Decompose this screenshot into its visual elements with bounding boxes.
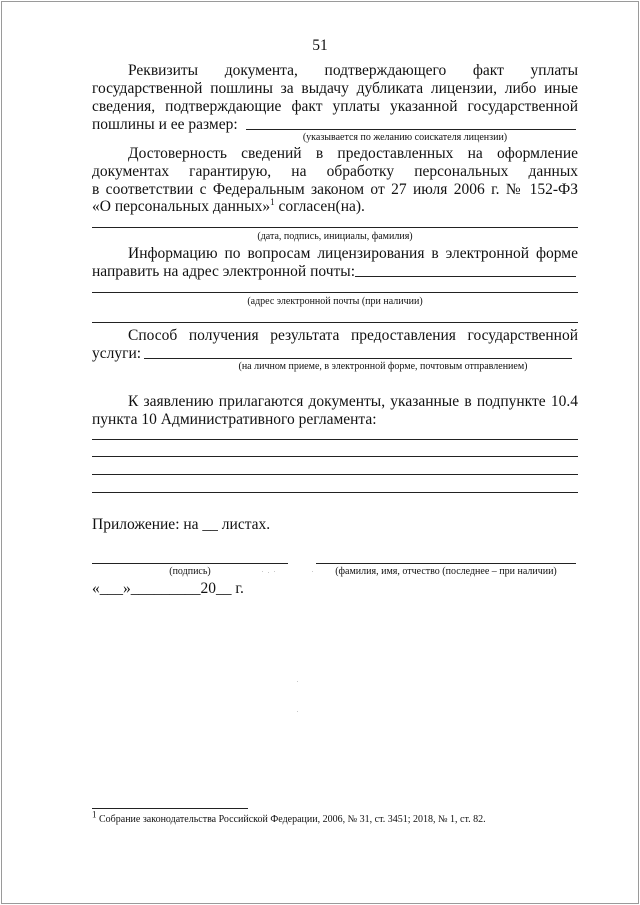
footnote-text: Собрание законодательства Российской Федерации, 2006, № 31, ст. 3451; 2018, № 1, ст. 82. bbox=[96, 814, 486, 825]
footnote-reference: 1 bbox=[270, 196, 275, 207]
consent-agree: согласен(на). bbox=[274, 198, 365, 215]
email-fill-line[interactable] bbox=[355, 276, 576, 277]
method-fill-line[interactable] bbox=[144, 358, 572, 359]
attachments-line-1: К заявлению прилагаются документы, указанные в подпункте 10.4 bbox=[128, 393, 578, 410]
method-line-1: Способ получения результата предоставления государственной bbox=[128, 327, 578, 344]
email-fill-line-2[interactable] bbox=[92, 292, 578, 293]
scan-speck bbox=[274, 571, 275, 572]
payment-line-4: пошлины и ее размер: bbox=[92, 116, 238, 133]
payment-line-2: государственной пошлины за выдачу дубликата лицензии, либо иные bbox=[92, 80, 578, 97]
full-name-caption: (фамилия, имя, отчество (последнее – при наличии) bbox=[335, 566, 557, 577]
consent-line-4 bbox=[92, 197, 365, 216]
full-name-line[interactable] bbox=[316, 563, 576, 564]
email-line-1: Информацию по вопросам лицензирования в электронной форме bbox=[128, 245, 578, 262]
consent-caption: (дата, подпись, инициалы, фамилия) bbox=[257, 231, 413, 242]
email-caption: (адрес электронной почты (при наличии) bbox=[247, 296, 423, 307]
footnote-separator bbox=[92, 808, 248, 809]
scan-speck bbox=[312, 571, 313, 572]
consent-signature-line[interactable] bbox=[92, 227, 578, 228]
date-line[interactable]: «___»_________20__ г. bbox=[92, 580, 244, 597]
attachments-line-a[interactable] bbox=[92, 439, 578, 440]
scan-speck bbox=[297, 711, 298, 712]
payment-line-1: Реквизиты документа, подтверждающего факт уплаты bbox=[128, 62, 578, 79]
consent-line-3: в соответствии с Федеральным законом от 27 июля 2006 г. № 152-ФЗ bbox=[92, 181, 578, 198]
footnote bbox=[92, 809, 486, 826]
attachments-line-d[interactable] bbox=[92, 492, 578, 493]
consent-line-2: документах гарантирую, на обработку персональных данных bbox=[92, 163, 578, 180]
page-number: 51 bbox=[312, 37, 328, 54]
payment-fill-line[interactable] bbox=[246, 129, 576, 130]
appendix-sheets: Приложение: на __ листах. bbox=[92, 516, 271, 533]
attachments-line-2: пункта 10 Административного регламента: bbox=[92, 411, 377, 428]
email-fill-line-3[interactable] bbox=[92, 322, 578, 323]
payment-caption: (указывается по желанию соискателя лицензии) bbox=[302, 132, 508, 143]
attachments-line-b[interactable] bbox=[92, 456, 578, 457]
consent-law-name: «О персональных данных» bbox=[92, 198, 271, 215]
payment-line-3: сведения, подтверждающие факт уплаты указанной государственной bbox=[92, 98, 578, 115]
scan-speck bbox=[268, 572, 269, 573]
footnote-mark: 1 bbox=[92, 809, 97, 820]
scan-speck bbox=[297, 681, 298, 682]
scan-speck bbox=[262, 571, 263, 572]
email-line-2: направить на адрес электронной почты: bbox=[92, 263, 356, 280]
method-caption: (на личном приеме, в электронной форме, почтовым отправлением) bbox=[238, 361, 528, 372]
signature-line[interactable] bbox=[92, 563, 288, 564]
method-line-2: услуги: bbox=[92, 345, 142, 362]
signature-caption: (подпись) bbox=[169, 566, 211, 577]
consent-line-1: Достоверность сведений в предоставленных на оформление bbox=[128, 145, 578, 162]
attachments-line-c[interactable] bbox=[92, 474, 578, 475]
